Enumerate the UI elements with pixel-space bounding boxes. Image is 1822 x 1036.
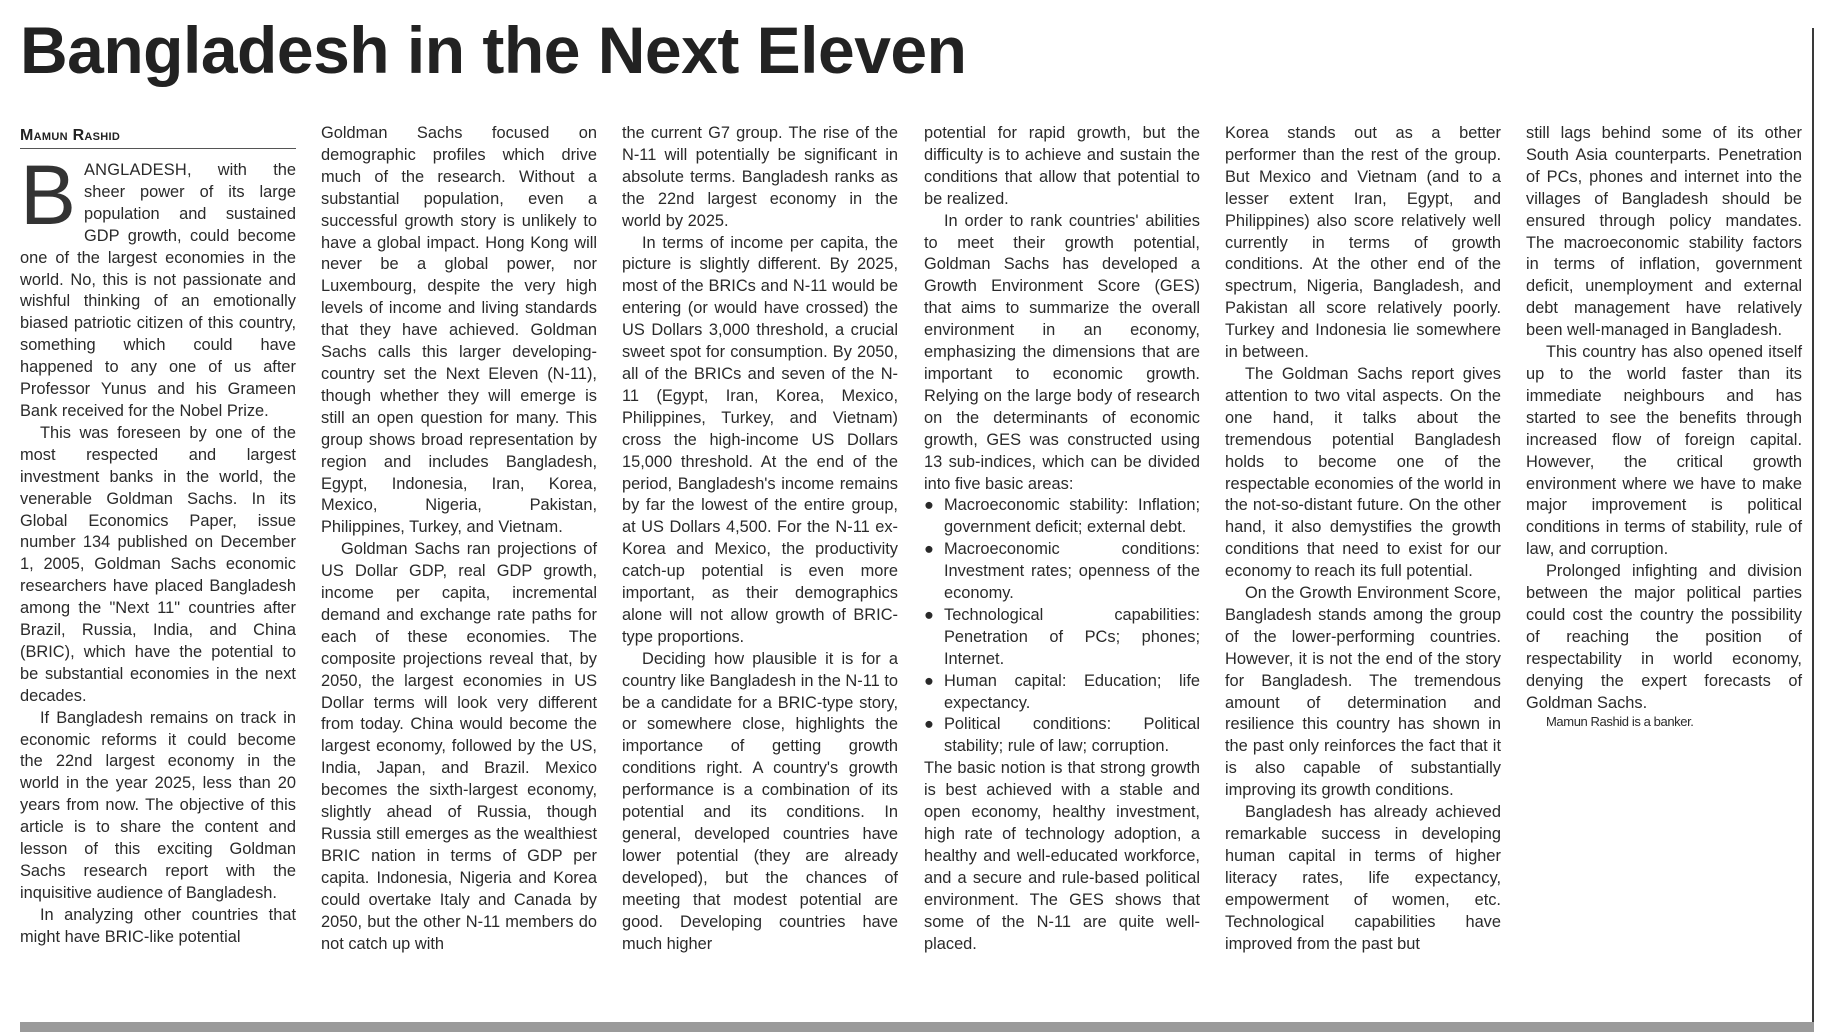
paragraph-6: In terms of income per capita, the picture is slightly different. By 2025, most of the BRICs and N-11 would be entering (or would have crossed) the US Dollars 3,000 threshold, a crucial sweet spot for consumption. By 2050, all of the BRICs and seven of the N-11 (Egypt, Iran, Korea, Mexico, Philippines, Turkey, and Vietnam) cross the high-income US Dollars 15,000 threshold. At the end of the period, Bangladesh's income remains by far the lowest of the entire group, at US Dollars 4,500. For the N-11 ex-Korea and Mexico, the productivity catch-up potential is even more important, as their demographics alone will not allow growth of BRIC-type proportions. xyxy=(622,233,898,646)
bullet-icon: ● xyxy=(924,715,934,734)
paragraph-8: In order to rank countries' abilities to meet their growth potential, Goldman Sachs has developed a Growth Environment Score (GES) that aims to summarize the overall environment in an economy, emphasizing the dimensions that are important to economic growth. Relying on the large body of research on the determinants of economic growth, GES was constructed using 13 sub-indices, which can be divided into five basic areas: xyxy=(924,211,1200,493)
paragraph-4-cont: Goldman Sachs focused on demographic profiles which drive much of the research. Without a substantial population, even a successful growth story is unlikely to have a global impact. Hong Kong will never be a global power, nor Luxembourg, despite the very high levels of income and living standards that they have achieved. Goldman Sachs calls this larger developing-country set the Next Eleven (N-11), though whether they will emerge is still an open question for many. This group shows broad representation by region and includes Bangladesh, Egypt, Indonesia, Iran, Korea, Mexico, Nigeria, Pakistan, Philippines, Turkey, and Vietnam. xyxy=(321,124,597,537)
paragraph-5-cont: the current G7 group. The rise of the N-11 will potentially be significant in absolute terms. Bangladesh ranks as the 22nd largest economy in the world by 2025. xyxy=(622,124,898,230)
bullet-icon: ● xyxy=(924,540,934,559)
paragraph-14: Prolonged infighting and division between the major political parties could cost the country the possibility of reaching the position of respectability in world economy, denying the expert forecasts of Goldman Sachs. xyxy=(1526,562,1802,712)
lead-paragraph-text: , with the sheer power of its large population and sustained GDP growth, could become one of the largest economies in the world. No, this is not passionate and wishful thinking of an emotionally biased patriotic citizen of this country, something which could have happened to any one of us after Professor Yunus and his Grameen Bank received for the Nobel Prize. xyxy=(20,161,296,420)
bottom-rule xyxy=(20,1022,1814,1032)
author-footnote: Mamun Rashid is a banker. xyxy=(1546,714,1694,730)
paragraph-7-start: Deciding how plausible it is for a country like Bangladesh in the N-11 to be a candidate for a BRIC-type story, or somewhere close, highlights the importance of getting growth conditions right. A country's growth performance is a combination of its potential and its conditions. In general, developed countries have lower potential (they are already developed), but the chances of meeting that modest potential are good. Developing countries have much higher xyxy=(622,649,898,953)
lead-caps: ANGLADESH xyxy=(84,161,187,179)
list-item: ● Human capital: Education; life expectancy. xyxy=(924,671,1200,712)
byline xyxy=(20,126,296,149)
paragraph-12-cont: still lags behind some of its other South Asia counterparts. Penetration of PCs, phones and internet into the villages of Bangladesh should be ensured through policy mandates. The macroeconomic stability factors in terms of inflation, government deficit, unemployment and external debt management have relatively been well-managed in Bangladesh. xyxy=(1526,124,1802,340)
paragraph-5-start: Goldman Sachs ran projections of US Dollar GDP, real GDP growth, income per capita, incremental demand and exchange rate paths for each of these economies. The composite projections reveal that, by 2050, the largest economies in US Dollar terms will look very different from today. China would become the largest economy, followed by the US, India, Japan, and Brazil. Mexico becomes the sixth-largest economy, slightly ahead of Russia, though Russia still emerges as the wealthiest BRIC nation in terms of GDP per capita. Indonesia, Nigeria and Korea could overtake Italy and Canada by 2050, but the other N-11 members do not catch up with xyxy=(321,540,597,953)
paragraph-9-start: The basic notion is that strong growth is best achieved with a stable and open economy, healthy investment, high rate of technology adoption, a healthy and well-educated workforce, and a secure and rule-based political environment. The GES shows that some of the N-11 are quite well-placed. xyxy=(924,759,1200,953)
paragraph-2: This was foreseen by one of the most respected and largest investment banks in the world, the venerable Goldman Sachs. In its Global Economics Paper, issue number 134 published on December 1, 2005, Goldman Sachs economic researchers have placed Bangladesh among the "Next 11" countries after Brazil, Russia, India, and China (BRIC), which have the potential to be substantial economies in the next decades. xyxy=(20,423,296,705)
article-column-1 xyxy=(20,148,296,949)
bullet-icon: ● xyxy=(924,671,934,690)
article-column-6 xyxy=(1526,123,1802,730)
list-item: ● Macroeconomic conditions: Investment rates; openness of the economy. xyxy=(924,540,1200,603)
paragraph-13: This country has also opened itself up to the world faster than its immediate neighbours and has started to see the benefits through increased flow of foreign capital. However, the critical growth environment where we have to make major improvement is political conditions in terms of stability, rule of law, and corruption. xyxy=(1526,343,1802,559)
headline: Bangladesh in the Next Eleven xyxy=(20,13,967,87)
paragraph-9-cont: Korea stands out as a better performer than the rest of the group. But Mexico and Vietnam (and to a lesser extent Iran, Egypt, and Philippines) also score relatively well currently in terms of growth conditions. At the other end of the spectrum, Nigeria, Bangladesh, and Pakistan all score relatively poorly. Turkey and Indonesia lie somewhere in between. xyxy=(1225,124,1501,362)
list-item: ● Political conditions: Political stability; rule of law; corruption. xyxy=(924,715,1200,756)
right-column-rule xyxy=(1812,28,1814,1023)
list-item: ● Macroeconomic stability: Inflation; government deficit; external debt. xyxy=(924,496,1200,537)
article-column-4 xyxy=(924,123,1200,955)
paragraph-11: On the Growth Environment Score, Bangladesh stands among the group of the lower-performing countries. However, it is not the end of the story for Bangladesh. The tremendous amount of determination and resilience this country has shown in the past only reinforces the fact that it is also capable of substantially improving its growth conditions. xyxy=(1225,584,1501,800)
paragraph-12-start: Bangladesh has already achieved remarkable success in developing human capital in terms of higher literacy rates, life expectancy, empowerment of women, etc. Technological capabilities have improved from the past but xyxy=(1225,803,1501,953)
article-column-3 xyxy=(622,123,898,955)
byline-author: Mamun Rashid xyxy=(20,127,121,144)
article-column-5 xyxy=(1225,123,1501,955)
article-column-2 xyxy=(321,123,597,955)
paragraph-7-cont: potential for rapid growth, but the difficulty is to achieve and sustain the conditions that allow that potential to be realized. xyxy=(924,124,1200,208)
drop-cap: B xyxy=(20,148,77,242)
growth-areas-list xyxy=(924,495,1200,758)
list-item: ● Technological capabilities: Penetration of PCs; phones; Internet. xyxy=(924,605,1200,668)
lead-paragraph xyxy=(20,148,296,423)
paragraph-3: If Bangladesh remains on track in economic reforms it could become the 22nd largest economy in the world in the year 2025, less than 20 years from now. The objective of this article is to share the content and lesson of this exciting Goldman Sachs research report with the inquisitive audience of Bangladesh. xyxy=(20,708,296,902)
bullet-icon: ● xyxy=(924,605,934,624)
bullet-icon: ● xyxy=(924,496,934,515)
paragraph-10: The Goldman Sachs report gives attention to two vital aspects. On the one hand, it talks about the tremendous potential Bangladesh holds to become one of the respectable economies of the world in the not-so-distant future. On the other hand, it also demystifies the growth conditions that need to exist for our economy to reach its full potential. xyxy=(1225,364,1501,581)
paragraph-4-start: In analyzing other countries that might have BRIC-like potential xyxy=(20,905,296,946)
